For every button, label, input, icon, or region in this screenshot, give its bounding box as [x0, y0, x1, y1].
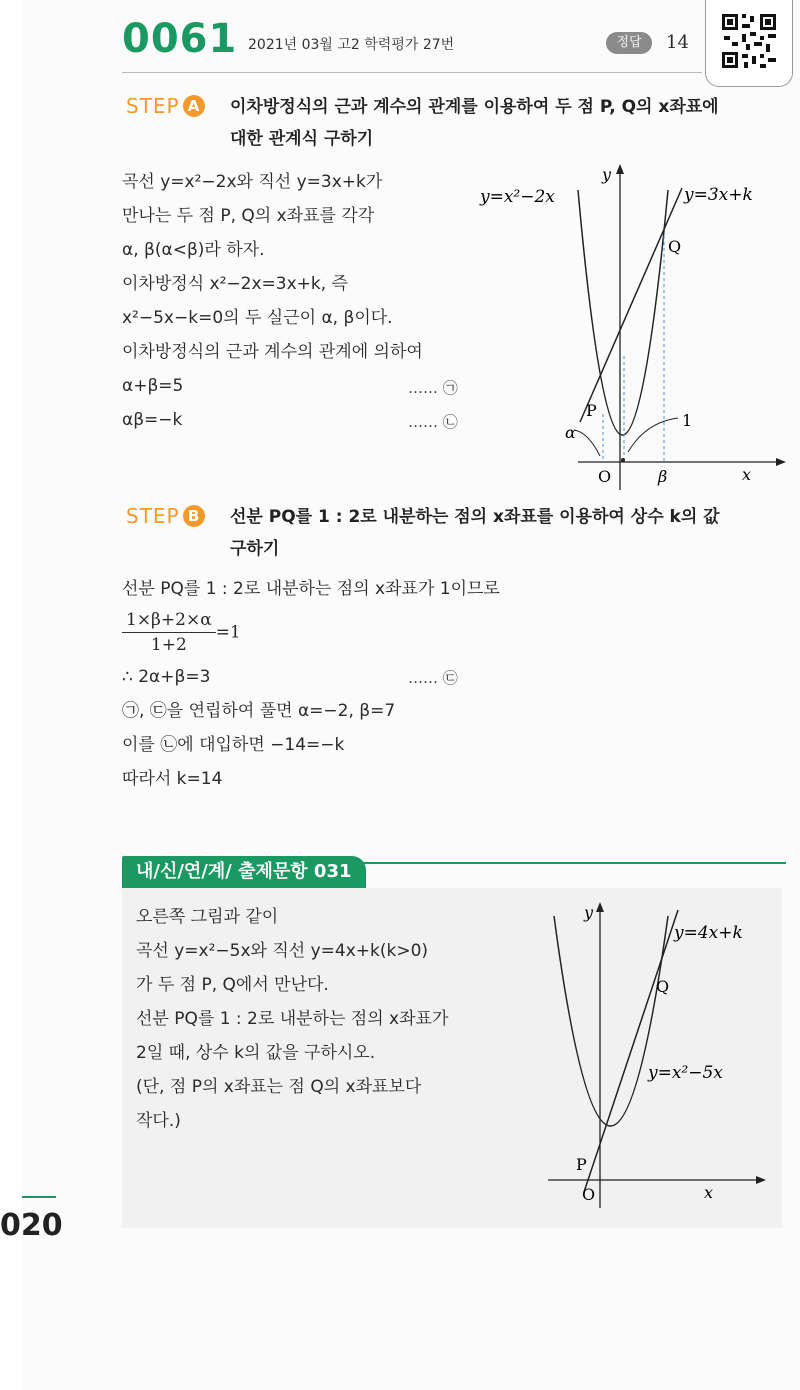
step-b-frac-den: 1+2 [150, 635, 187, 655]
graph1-alpha-label: α [565, 423, 576, 442]
step-a-line: α, β(α<β)라 하자. [122, 240, 265, 260]
naesin-tab: 내/신/연/계/ 출제문항 031 [122, 856, 366, 888]
step-b-title-line1: 선분 PQ를 1 : 2로 내분하는 점의 x좌표를 이용하여 상수 k의 값 [230, 507, 720, 527]
graph1-x-label: x [742, 465, 752, 484]
step-a-title-line1: 이차방정식의 근과 계수의 관계를 이용하여 두 점 P, Q의 x좌표에 [230, 97, 719, 117]
step-a-letter: A [183, 95, 205, 117]
naesin-body [136, 900, 448, 1138]
graph-1 [470, 160, 790, 500]
step-b-line5: 이를 ㉡에 대입하면 −14=−k [122, 735, 345, 755]
graph2-point-p: P [576, 1155, 587, 1174]
step-a-title-line2: 대한 관계식 구하기 [230, 129, 374, 149]
page-number: 020 [0, 1208, 63, 1243]
graph2-y-arrow [596, 902, 604, 912]
graph1-line [580, 188, 682, 422]
graph2-y-label: y [584, 903, 594, 922]
step-a-line: αβ=−k [122, 410, 183, 430]
graph1-alpha-pointer [574, 430, 600, 456]
graph1-vertex [621, 458, 625, 462]
step-b-fraction-row [122, 608, 241, 657]
step-a-line: 만나는 두 점 P, Q의 x좌표를 각각 [122, 206, 375, 226]
step-b-letter: B [183, 505, 205, 527]
step-b-line6: 따라서 k=14 [122, 769, 223, 789]
naesin-line: 가 두 점 P, Q에서 만난다. [136, 975, 329, 995]
graph1-beta-label: β [658, 467, 668, 486]
step-b-frac-rhs: =1 [215, 622, 241, 643]
step-b-line4: ㉠, ㉢을 연립하여 풀면 α=−2, β=7 [122, 701, 396, 721]
naesin-line: 2일 때, 상수 k의 값을 구하시오. [136, 1043, 376, 1063]
step-b-title-line2: 구하기 [230, 539, 280, 559]
graph1-one-pointer [628, 418, 678, 452]
graph1-point-q: Q [668, 237, 682, 256]
graph1-one-label: 1 [682, 411, 693, 430]
graph1-line-label: y=3x+k [684, 185, 753, 205]
graph1-origin-label: O [598, 467, 612, 486]
page-number-tick [22, 1196, 56, 1198]
step-a-line: α+β=5 [122, 376, 184, 396]
graph1-y-arrow [616, 164, 624, 174]
step-a-tag: STEP [126, 94, 180, 118]
naesin-line: 작다.) [136, 1111, 181, 1131]
step-b-tag: STEP [126, 504, 180, 528]
step-b-frac-num: 1×β+2×α [122, 608, 216, 633]
step-a-line: 곡선 y=x²−2x와 직선 y=3x+k가 [122, 172, 383, 192]
graph2-line [584, 910, 678, 1192]
graph1-parabola [578, 190, 668, 435]
graph2-point-q: Q [656, 977, 670, 996]
naesin-line: (단, 점 P의 x좌표는 점 Q의 x좌표보다 [136, 1077, 422, 1097]
graph2-curve-label: y=x²−5x [648, 1063, 723, 1083]
step-a-line: 이차방정식 x²−2x=3x+k, 즉 [122, 274, 348, 294]
step-a-body [122, 165, 423, 437]
graph2-x-label: x [704, 1183, 714, 1202]
marker-2: …… ㉡ [408, 413, 458, 431]
graph-2 [540, 896, 780, 1212]
graph1-curve-label: y=x²−2x [480, 187, 555, 207]
problem-number: 0061 [122, 16, 238, 62]
naesin-line: 오른쪽 그림과 같이 [136, 907, 279, 927]
graph1-point-p: P [586, 401, 597, 420]
header-divider [122, 72, 702, 73]
step-a-label [126, 94, 205, 118]
answer-value: 14 [666, 32, 689, 53]
step-b-line1: 선분 PQ를 1 : 2로 내분하는 점의 x좌표가 1이므로 [122, 579, 500, 599]
answer-badge: 정답 [606, 32, 652, 54]
marker-3: …… ㉢ [408, 669, 458, 687]
graph1-y-label: y [602, 165, 612, 184]
step-b-fraction [122, 608, 216, 657]
step-b-line3: ∴ 2α+β=3 [122, 667, 211, 687]
marker-1: …… ㉠ [408, 379, 458, 397]
step-a-line: 이차방정식의 근과 계수의 관계에 의하여 [122, 342, 423, 362]
graph2-x-arrow [756, 1176, 766, 1184]
naesin-line: 곡선 y=x²−5x와 직선 y=4x+k(k>0) [136, 941, 429, 961]
naesin-line: 선분 PQ를 1 : 2로 내분하는 점의 x좌표가 [136, 1009, 449, 1029]
graph2-origin-label: O [582, 1185, 596, 1204]
qr-code-graphic [706, 0, 792, 86]
graph1-x-arrow [776, 458, 786, 466]
qr-code-icon[interactable] [705, 0, 793, 87]
graph2-line-label: y=4x+k [674, 923, 743, 943]
problem-source: 2021년 03월 고2 학력평가 27번 [248, 37, 455, 53]
step-a-line: x²−5x−k=0의 두 실근이 α, β이다. [122, 308, 393, 328]
graph2-parabola [554, 916, 668, 1126]
step-b-label [126, 504, 205, 528]
